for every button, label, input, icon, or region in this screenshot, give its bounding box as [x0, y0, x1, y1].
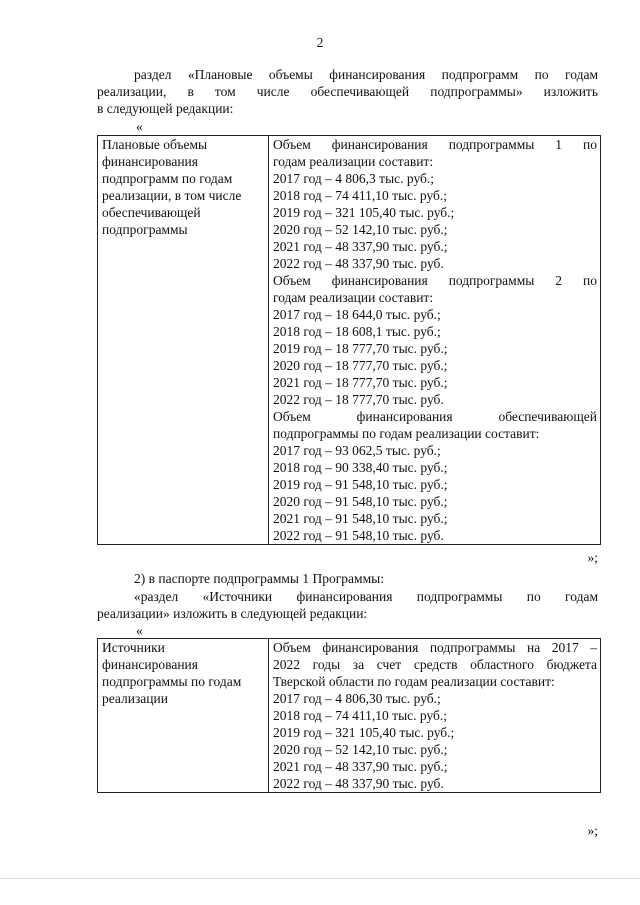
- text-line: реализации: [102, 691, 168, 706]
- year-line: 2021 год – 91 548,10 тыс. руб.;: [273, 511, 448, 526]
- year-line: 2022 год – 18 777,70 тыс. руб.: [273, 392, 444, 407]
- year-line: 2017 год – 4 806,3 тыс. руб.;: [273, 171, 435, 186]
- year-line: 2020 год – 52 142,10 тыс. руб.;: [273, 742, 448, 757]
- text-line: раздел «Плановые объемы финансирования подпрограмм по годам: [134, 67, 598, 82]
- text-line: реализации» изложить в следующей редакции:: [97, 606, 368, 621]
- year-line: 2017 год – 93 062,5 тыс. руб.;: [273, 443, 441, 458]
- year-line: 2019 год – 321 105,40 тыс. руб.;: [273, 725, 455, 740]
- year-line: 2018 год – 74 411,10 тыс. руб.;: [273, 188, 448, 203]
- table1-label-cell: [98, 136, 269, 545]
- table2-value-cell: [269, 639, 601, 793]
- year-line: 2017 год – 18 644,0 тыс. руб.;: [273, 307, 441, 322]
- text-line: Объем финансирования обеспечивающей: [273, 409, 597, 424]
- page-number: 2: [316, 35, 324, 50]
- text-line: финансирования: [102, 657, 198, 672]
- item-2-paragraph: [97, 588, 598, 622]
- financing-table-1: [97, 135, 601, 545]
- text-line: обеспечивающей: [102, 205, 201, 220]
- text-line: годам реализации составит:: [273, 290, 434, 305]
- item-2: [97, 570, 598, 587]
- table1-value-cell: [269, 136, 601, 545]
- intro-paragraph: [97, 66, 598, 117]
- text-line: реализации, в том числе: [102, 188, 242, 203]
- text-line: подпрограммы: [102, 222, 188, 237]
- page-edge-line: [0, 878, 640, 879]
- text-line: финансирования: [102, 154, 198, 169]
- year-line: 2022 год – 48 337,90 тыс. руб.: [273, 776, 444, 791]
- text-line: 2022 годы за счет средств областного бюджета: [273, 657, 597, 672]
- year-line: 2022 год – 48 337,90 тыс. руб.: [273, 256, 444, 271]
- text-line: в следующей редакции:: [97, 101, 234, 116]
- text-line: 2) в паспорте подпрограммы 1 Программы:: [134, 571, 384, 586]
- year-line: 2021 год – 48 337,90 тыс. руб.;: [273, 239, 448, 254]
- year-line: 2019 год – 321 105,40 тыс. руб.;: [273, 205, 455, 220]
- text-line: годам реализации составит:: [273, 154, 434, 169]
- year-line: 2021 год – 18 777,70 тыс. руб.;: [273, 375, 448, 390]
- quote-close: »;: [587, 823, 598, 838]
- year-line: 2018 год – 90 338,40 тыс. руб.;: [273, 460, 448, 475]
- text-line: подпрограмм по годам: [102, 171, 233, 186]
- quote-open: «: [136, 623, 143, 638]
- year-line: 2021 год – 48 337,90 тыс. руб.;: [273, 759, 448, 774]
- text-line: реализации, в том числе обеспечивающей подпрограммы» изложить: [97, 84, 598, 99]
- text-line: «раздел «Источники финансирования подпрограммы по годам: [134, 589, 598, 604]
- year-line: 2020 год – 52 142,10 тыс. руб.;: [273, 222, 448, 237]
- text-line: подпрограммы по годам реализации составит:: [273, 426, 540, 441]
- year-line: 2020 год – 91 548,10 тыс. руб.;: [273, 494, 448, 509]
- text-line: подпрограммы по годам: [102, 674, 242, 689]
- year-line: 2018 год – 74 411,10 тыс. руб.;: [273, 708, 448, 723]
- text-line: Источники: [102, 640, 165, 655]
- quote-close: »;: [587, 550, 598, 565]
- year-line: 2017 год – 4 806,30 тыс. руб.;: [273, 691, 441, 706]
- text-line: Объем финансирования подпрограммы на 2017 –: [273, 640, 597, 655]
- year-line: 2020 год – 18 777,70 тыс. руб.;: [273, 358, 448, 373]
- text-line: Объем финансирования подпрограммы 2 по: [273, 273, 597, 288]
- table2-label-cell: [98, 639, 269, 793]
- text-line: Объем финансирования подпрограммы 1 по: [273, 137, 597, 152]
- year-line: 2019 год – 91 548,10 тыс. руб.;: [273, 477, 448, 492]
- text-line: Плановые объемы: [102, 137, 208, 152]
- year-line: 2018 год – 18 608,1 тыс. руб.;: [273, 324, 441, 339]
- text-line: Тверской области по годам реализации составит:: [273, 674, 555, 689]
- year-line: 2019 год – 18 777,70 тыс. руб.;: [273, 341, 448, 356]
- quote-open: «: [136, 119, 143, 134]
- financing-table-2: [97, 638, 601, 793]
- year-line: 2022 год – 91 548,10 тыс. руб.: [273, 528, 444, 543]
